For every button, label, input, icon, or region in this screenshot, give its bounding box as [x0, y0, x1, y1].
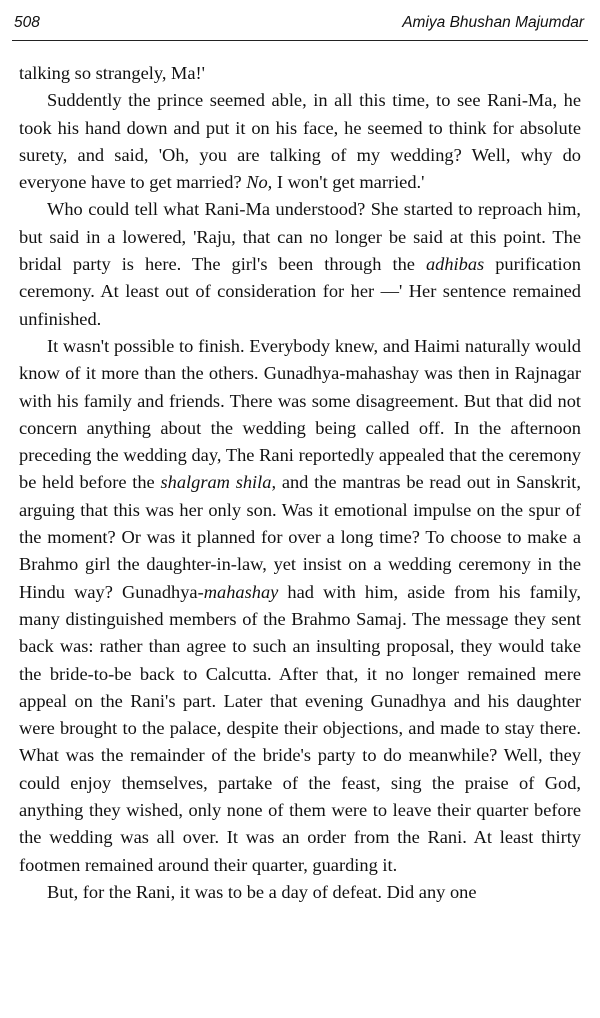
page-number: 508 — [14, 14, 40, 31]
paragraph — [19, 333, 581, 879]
italic-term: No, — [246, 172, 273, 193]
running-head — [14, 14, 584, 38]
paragraph — [19, 87, 581, 196]
text-run: Who could tell what Rani-Ma understood? She started to reproach him, but said in a lowered, 'Raju, that can no longer be said at this point. The bridal party is here. The girl's been through the — [19, 199, 581, 275]
italic-term: adhibas — [425, 254, 485, 275]
text-run: Suddently the prince seemed able, in all this time, to see Rani-Ma, he took his hand down and put it on his face, he seemed to think for absolute surety, and said, 'Oh, you are talking of my wedding? Well, why do everyone have to get married? — [19, 90, 581, 193]
running-head-author: Amiya Bhushan Majumdar — [402, 14, 584, 31]
text-run: I won't get married.' — [272, 172, 425, 193]
paragraph — [19, 879, 581, 906]
italic-term: shalgram shila, — [160, 472, 277, 493]
body-text — [19, 60, 581, 906]
text-run: purification ceremony. At least out of consideration for her —' Her sentence remained unfinished. — [19, 254, 581, 329]
paragraph — [19, 60, 581, 87]
header-rule — [12, 40, 588, 41]
paragraph — [19, 196, 581, 332]
italic-term: mahashay — [203, 581, 279, 602]
text-run: But, for the Rani, it was to be a day of defeat. Did any one — [47, 881, 477, 902]
text-run: had with him, aside from his family, many distinguished members of the Brahmo Samaj. The message they sent back was: rather than agree to such an insulting proposal, they would take the bride-to-be back to Calcutta. After that, it no longer remained mere appeal on the Rani's part. Later that evening Gunadhya and his daughter were brought to the palace, despite their objections, and made to stay there. What was the remainder of the bride's party to do meanwhile? Well, they could enjoy themselves, partake of the feast, sing the praise of God, anything they wished, only none of them were to leave their quarter before the wedding was all over. It was an order from the Rani. At least thirty footmen remained around their quarter, guarding it. — [19, 581, 582, 875]
text-run: and the mantras be read out in Sanskrit, arguing that this was her only son. Was it emotional impulse on the spur of the moment? Or was it planned for over a long time? To choose to make a Brahmo girl the daughter-in-law, yet insist on a wedding ceremony in the Hindu way? Gunadhya- — [19, 472, 582, 602]
text-run: It wasn't possible to finish. Everybody knew, and Haimi naturally would know of it more than the others. Gunadhya-mahashay was then in Rajnagar with his family and friends. There was some disagreement. But that did not concern anything about the wedding being called off. In the afternoon preceding the wedding day, The Rani reportedly appealed that the ceremony be held before the — [19, 335, 581, 493]
text-run: talking so strangely, Ma!' — [19, 63, 205, 83]
